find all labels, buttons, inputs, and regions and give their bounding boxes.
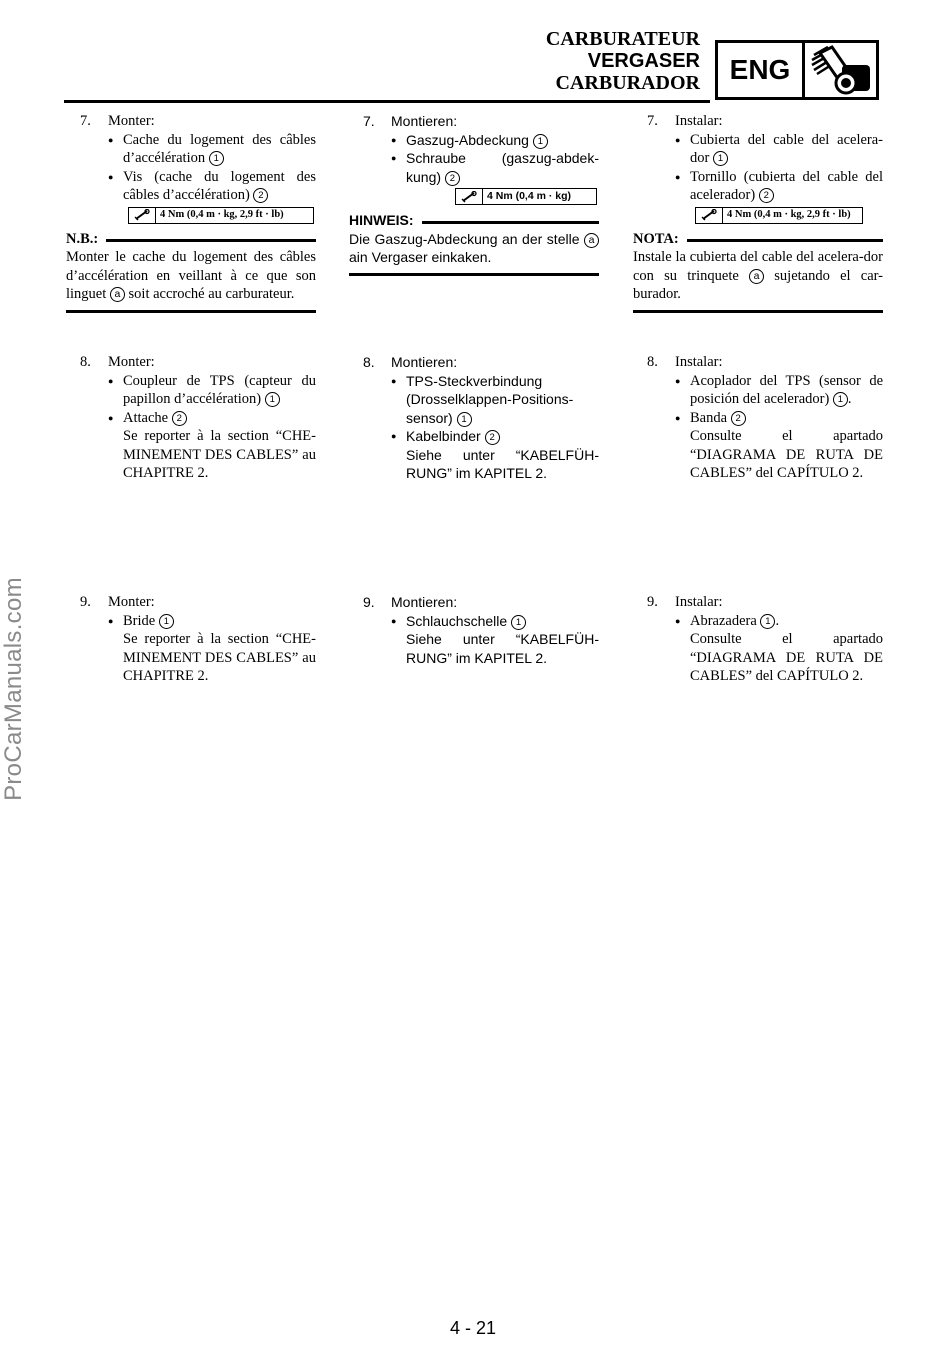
step-heading: Montieren: [391,354,458,370]
step-9-de [349,593,599,667]
torque-wrench-icon [696,208,723,223]
list-item: ● Tornillo (cubierta del cable del acelerador) 2 [675,168,883,205]
list-item: ● Coupleur de TPS (capteur du papillon d’accélération) 1 [108,372,316,409]
callout-a: a [110,287,125,302]
title-de: VERGASER [587,50,700,72]
header-rule [64,100,710,103]
column-spanish-step8 [633,353,883,483]
note-heading [66,230,316,249]
callout-2: 2 [759,188,774,203]
callout-1: 1 [533,134,548,149]
step-heading: Monter: [108,594,155,610]
step-8-fr [66,353,316,483]
column-german-step9 [349,593,599,667]
section-titles [546,28,700,94]
step-number: 9. [80,594,91,610]
callout-a: a [749,269,764,284]
step-heading: Instalar: [675,594,723,610]
step-number: 8. [647,354,658,370]
note-text: Monter le cache du logement des câbles d’accélération en veillant à ce que son linguet a soit accroché au carburateur. [66,249,316,302]
column-french-step8 [66,353,316,483]
callout-1: 1 [159,614,174,629]
list-item: ● Abrazadera 1 . [675,612,883,631]
step-7-fr [66,112,316,205]
step-number: 7. [647,113,658,129]
step-heading: Monter: [108,354,155,370]
column-german [349,112,599,276]
note-label: NOTA: [633,230,679,247]
torque-value: 4 Nm (0,4 m · kg) [487,190,572,203]
cross-reference: Se reporter à la section “CHE-MINEMENT DES CABLES” au CHAPITRE 2. [123,631,316,684]
column-french-step9 [66,593,316,686]
step-8-de [349,353,599,483]
note-end-rule [633,310,883,313]
step-7-es [633,112,883,205]
callout-1: 1 [833,392,848,407]
note-end-rule [66,310,316,313]
callout-1: 1 [457,412,472,427]
title-es: CARBURADOR [555,72,700,94]
torque-wrench-icon [129,208,156,223]
step-number: 8. [363,354,375,370]
step-heading: Instalar: [675,354,723,370]
torque-value: 4 Nm (0,4 m · kg, 2,9 ft · lb) [727,208,851,220]
list-item: ● Gaszug-Abdeckung 1 [391,131,599,150]
callout-2: 2 [172,411,187,426]
cross-reference: Consulte el apartado “DIAGRAMA DE RUTA DE CABLES” del CAPÍTULO 2. [690,428,883,481]
step-number: 7. [363,113,375,129]
callout-1: 1 [713,151,728,166]
section-label: ENG [718,43,805,97]
cross-reference: Siehe unter “KABELFÜH-RUNG” im KAPITEL 2. [406,631,599,666]
note-label: N.B.: [66,230,99,247]
column-french [66,112,316,313]
note-heading [633,230,883,249]
callout-a: a [584,233,599,248]
column-spanish [633,112,883,313]
step-number: 8. [80,354,91,370]
list-item: ● Schraube (gaszug-abdek-kung) 2 [391,149,599,186]
list-item: ● Acoplador del TPS (sensor de posición del acelerador) 1 . [675,372,883,409]
step-8-es [633,353,883,483]
list-item: ● Bride 1 [108,612,316,631]
step-number: 9. [647,594,658,610]
torque-wrench-icon [456,189,483,204]
torque-value: 4 Nm (0,4 m · kg, 2,9 ft · lb) [160,208,284,220]
step-9-es [633,593,883,686]
cross-reference: Consulte el apartado “DIAGRAMA DE RUTA DE CABLES” del CAPÍTULO 2. [690,631,883,684]
torque-spec [455,188,597,205]
step-heading: Montieren: [391,113,458,129]
torque-spec [128,207,314,224]
column-german-step8 [349,353,599,483]
callout-1: 1 [209,151,224,166]
column-spanish-step9 [633,593,883,686]
callout-2: 2 [485,430,500,445]
step-heading: Montieren: [391,594,458,610]
callout-2: 2 [253,188,268,203]
note-label: HINWEIS: [349,212,414,228]
step-heading: Monter: [108,113,155,129]
list-item: ● Attache 2 [108,409,316,428]
torque-spec [695,207,863,224]
cross-reference: Se reporter à la section “CHE-MINEMENT DES CABLES” au CHAPITRE 2. [123,428,316,481]
callout-2: 2 [445,171,460,186]
callout-1: 1 [511,615,526,630]
step-9-fr [66,593,316,686]
step-number: 7. [80,113,91,129]
list-item: ● Cubierta del cable del acelera-dor 1 [675,131,883,168]
list-item: ● Kabelbinder 2 [391,427,599,446]
callout-2: 2 [731,411,746,426]
note-text: Die Gaszug-Abdeckung an der stelle a ain Vergaser einkaken. [349,230,599,267]
step-number: 9. [363,594,375,610]
note-heading [349,211,599,230]
section-badge [715,40,879,100]
list-item: ● Schlauchschelle 1 [391,612,599,631]
page-number: 4 - 21 [449,1318,497,1338]
list-item: ● Banda 2 [675,409,883,428]
note-end-rule [349,273,599,276]
step-7-de [349,112,599,186]
watermark: ProCarManuals.com [0,577,27,801]
step-heading: Instalar: [675,113,723,129]
list-item: ● TPS-Steckverbindung (Drosselklappen-Positions-sensor) 1 [391,372,599,428]
callout-1: 1 [760,614,775,629]
title-fr: CARBURATEUR [545,28,700,50]
note-text: Instale la cubierta del cable del acelera-dor con su trinquete a sujetando el car-burador. [633,249,884,302]
engine-piston-icon [805,43,876,97]
callout-1: 1 [265,392,280,407]
list-item: ● Cache du logement des câbles d’accélération 1 [108,131,316,168]
cross-reference: Siehe unter “KABELFÜH-RUNG” im KAPITEL 2. [406,446,599,481]
list-item: ● Vis (cache du logement des câbles d’accélération) 2 [108,168,316,205]
